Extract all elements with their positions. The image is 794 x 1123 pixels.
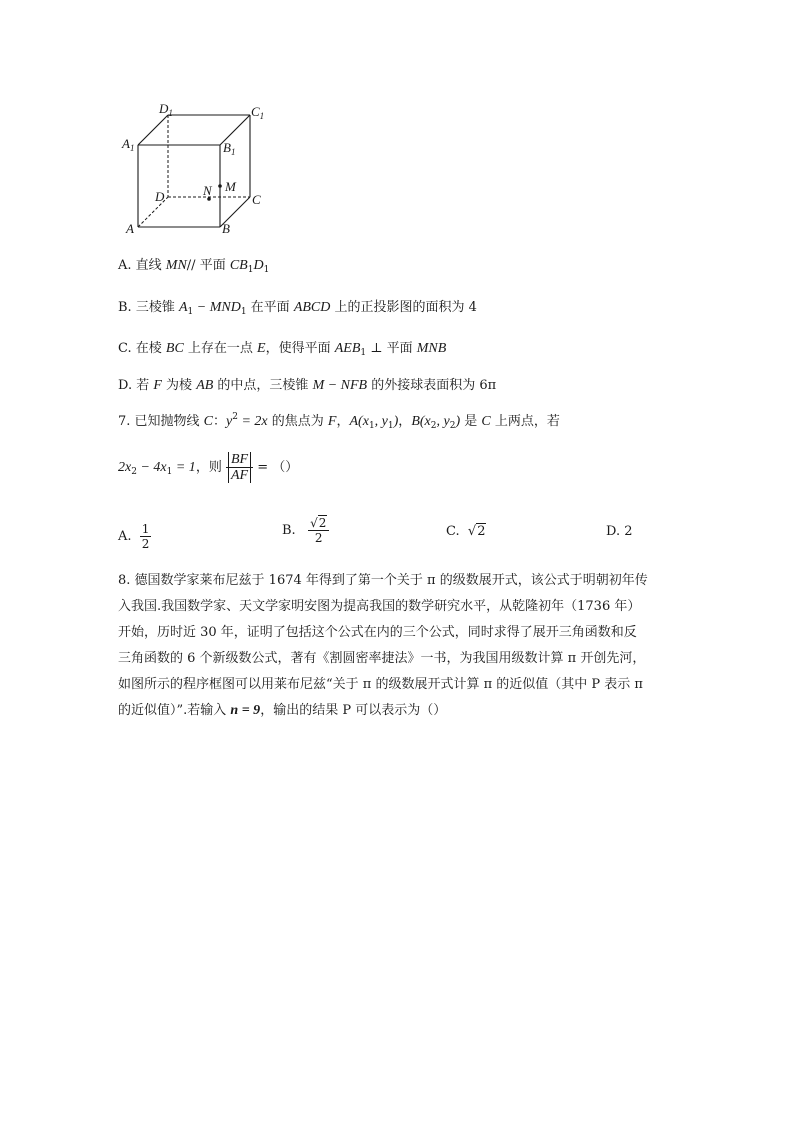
q8-line-5: 如图所示的程序框图可以用莱布尼兹“关于 π 的级数展开式计算 π 的近似值（其中 P 表示 π — [118, 677, 643, 692]
q8-line-4: 三角函数的 6 个新级数公式，著有《割圆密率捷法》一书，为我国用级数计算 π 开创先河， — [118, 651, 646, 666]
label-a: A — [126, 221, 134, 236]
label-m: M — [225, 179, 236, 194]
label-d1: $D_1$ — [159, 101, 173, 118]
question-8 — [118, 568, 678, 724]
q8-line-1: 8. 德国数学家莱布尼兹于 1674 年得到了第一个关于 π 的级数展开式，该公式于明朝初年传 — [118, 573, 648, 588]
label-c: C — [252, 192, 261, 207]
question-7-stem: 7. 已知抛物线 C：$y^2 = 2x$ 的焦点为 F，$A(x_1$, $y_1$)，$B(x_2$, $y_2$) 是 C 上两点，若 — [118, 412, 560, 431]
q7-option-d: D. 2 — [606, 524, 633, 539]
q8-line-2: 入我国.我国数学家、天文学家明安图为提高我国的数学研究水平，从乾隆初年（1736 年） — [118, 599, 641, 614]
label-b: B — [222, 221, 230, 236]
label-d: D — [155, 189, 165, 204]
ratio-fraction: $\frac{BF}{AF}$ — [226, 452, 253, 483]
q7-option-c: C. √2 — [446, 524, 486, 539]
question-7-condition: $2x_2 - 4x_1 = 1$，则 $\frac{BF}{AF}$ = （） — [118, 452, 299, 483]
option-6d: D. 若 F 为棱 AB 的中点，三棱锥 M − NFB 的外接球表面积为 6π — [118, 378, 497, 393]
label-n: N — [203, 183, 212, 198]
label-a1: $A_1$ — [122, 136, 135, 153]
label-c1: $C_1$ — [251, 104, 265, 121]
option-6a: A. 直线 MN// 平面 $CB_1D_1$ — [118, 258, 270, 275]
q8-line-6: 的近似值）”.若输入 n = 9，输出的结果 P 可以表示为（） — [118, 703, 447, 718]
q8-line-3: 开始，历时近 30 年，证明了包括这个公式在内的三个公式，同时求得了展开三角函数和反 — [118, 625, 637, 640]
label-b1: $B_1$ — [223, 140, 236, 157]
option-6b: B. 三棱锥 $A_1 - MND_1$ 在平面 ABCD 上的正投影图的面积为 4 — [118, 300, 477, 317]
option-6c: C. 在棱 BC 上存在一点 E，使得平面 $AEB_1$ ⊥ 平面 MNB — [118, 341, 447, 358]
point-m — [218, 184, 222, 188]
q7-option-b: B. $\frac{√2}{2}$ — [282, 516, 329, 545]
q7-option-a: A. $\frac{1}{2}$ — [118, 522, 150, 551]
